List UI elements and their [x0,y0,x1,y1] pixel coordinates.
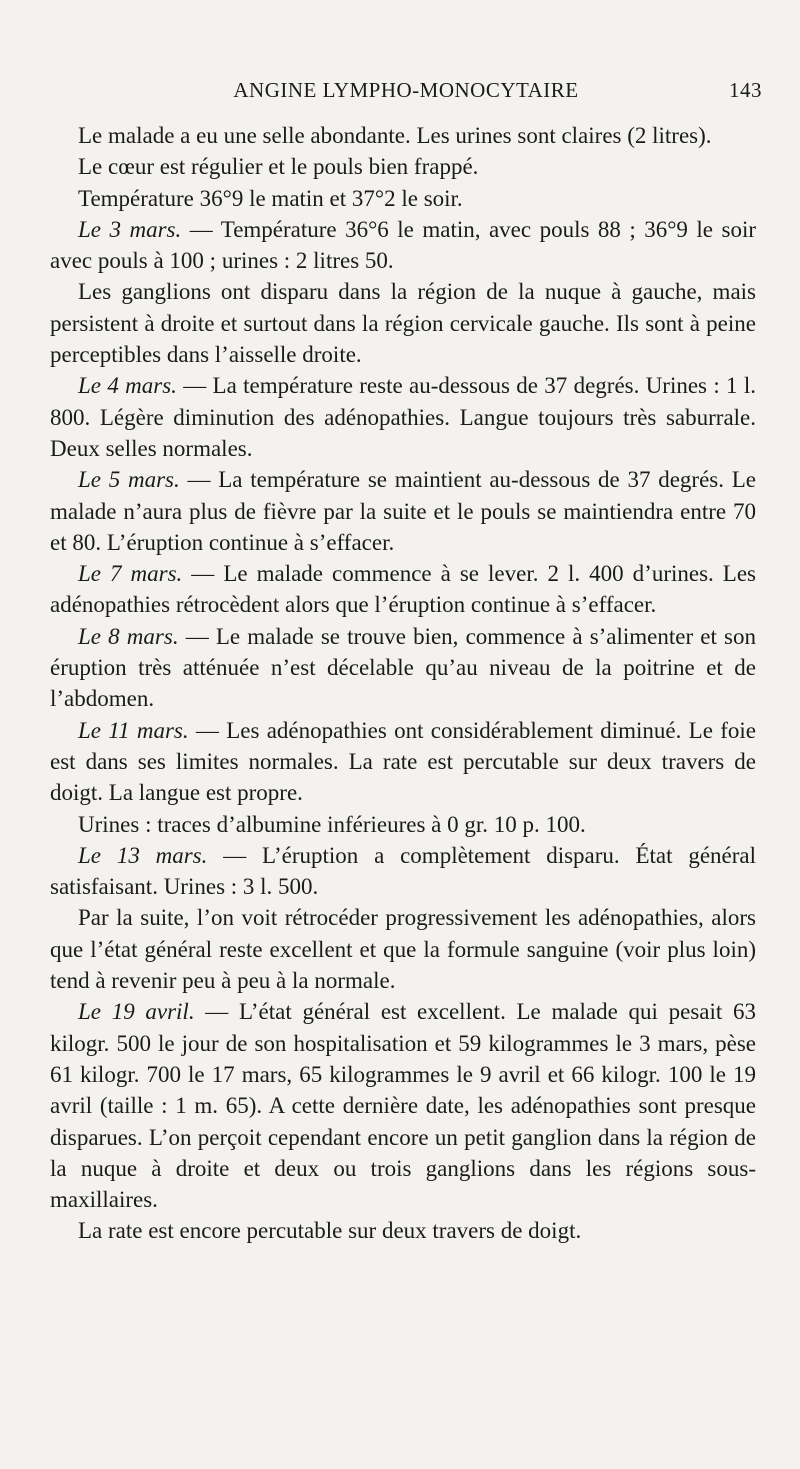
paragraph-text: — Le malade commence à se lever. 2 l. 400 d’urines. Les adénopathies rétrocèdent alors que l’éruption continue à s’effacer. [50,561,757,618]
paragraph [50,276,756,370]
paragraph-text: Le malade a eu une selle abondante. Les urines sont claires (2 litres). [78,123,712,148]
paragraph-text: — La température se maintient au-dessous de 37 degrés. Le malade n’aura plus de fièvre par la suite et le pouls se maintiendra entre 70 et 80. L’éruption continue à s’effacer. [50,467,757,555]
page-header [50,78,762,108]
paragraph-text: Le cœur est régulier et le pouls bien frappé. [78,154,479,180]
paragraph-text: — L’état général est excellent. Le malade qui pesait 63 kilogr. 500 le jour de son hospitalisation et 59 kilogrammes le 3 mars, pèse 61 kilogr. 700 le 17 mars, 65 kilogrammes le 9 avril et 66 kilogr. 100 le 19 avril (taille : 1 m. 65). A cette dernière date, les adénopathies sont presque disparues. L’on perçoit cependant encore un petit ganglion dans la région de la nuque à droite et deux ou trois ganglions dans les régions sous-maxillaires. [50,999,756,1213]
paragraph [50,1215,756,1246]
paragraph [50,558,756,621]
body-text [50,120,756,1247]
paragraph [50,809,756,840]
paragraph-text: — L’éruption a complètement disparu. État général satisfaisant. Urines : 3 l. 500. [50,842,756,900]
paragraph [50,621,756,715]
paragraph-text: — Le malade se trouve bien, commence à s’alimenter et son éruption très atténuée n’est décelable qu’au niveau de la poitrine et de l’abdomen. [50,623,757,712]
paragraph [50,996,756,1215]
paragraph-text: — Température 36°6 le matin, avec pouls 88 ; 36°9 le soir avec pouls à 100 ; urines : 2 litres 50. [50,216,756,274]
entry-date: Le 3 mars. [78,216,182,242]
paragraph-text: La rate est encore percutable sur deux travers de doigt. [78,1218,582,1244]
paragraph-text: Urines : traces d’albumine inférieures à 0 gr. 10 p. 100. [78,811,586,837]
paragraph-text: — La température reste au-dessous de 37 degrés. Urines : 1 l. 800. Légère diminution des adénopathies. Langue toujours très saburrale. Deux selles normales. [50,373,756,461]
paragraph-text: Température 36°9 le matin et 37°2 le soir. [78,185,463,211]
entry-date: Le 5 mars. [78,467,180,493]
entry-date: Le 19 avril. [78,999,195,1025]
paragraph [50,464,756,558]
paragraph [50,214,756,277]
running-title: ANGINE LYMPHO-MONOCYTAIRE [233,78,579,102]
entry-date: Le 13 mars. [78,842,208,868]
paragraph-text: Les ganglions ont disparu dans la région de la nuque à gauche, mais persistent à droite et surtout dans la région cervicale gauche. Ils sont à peine perceptibles dans l’aisselle droite. [50,279,756,368]
page-number: 143 [729,78,762,102]
paragraph-text: Par la suite, l’on voit rétrocéder progressivement les adénopathies, alors que l’état général reste excellent et que la formule sanguine (voir plus loin) tend à revenir peu à peu à la normale. [50,905,756,994]
entry-date: Le 7 mars. [78,561,183,587]
entry-date: Le 4 mars. [78,373,177,399]
paragraph [50,120,756,151]
paragraph [50,370,756,464]
paragraph [50,183,756,214]
paragraph [50,715,756,809]
paragraph [50,151,756,182]
entry-date: Le 8 mars. [78,623,179,649]
paragraph [50,840,756,903]
paragraph [50,902,756,996]
entry-date: Le 11 mars. [78,717,189,743]
paragraph-text: — Les adénopathies ont considérablement diminué. Le foie est dans ses limites normales. La rate est percutable sur deux travers de doigt. La langue est propre. [50,717,756,806]
